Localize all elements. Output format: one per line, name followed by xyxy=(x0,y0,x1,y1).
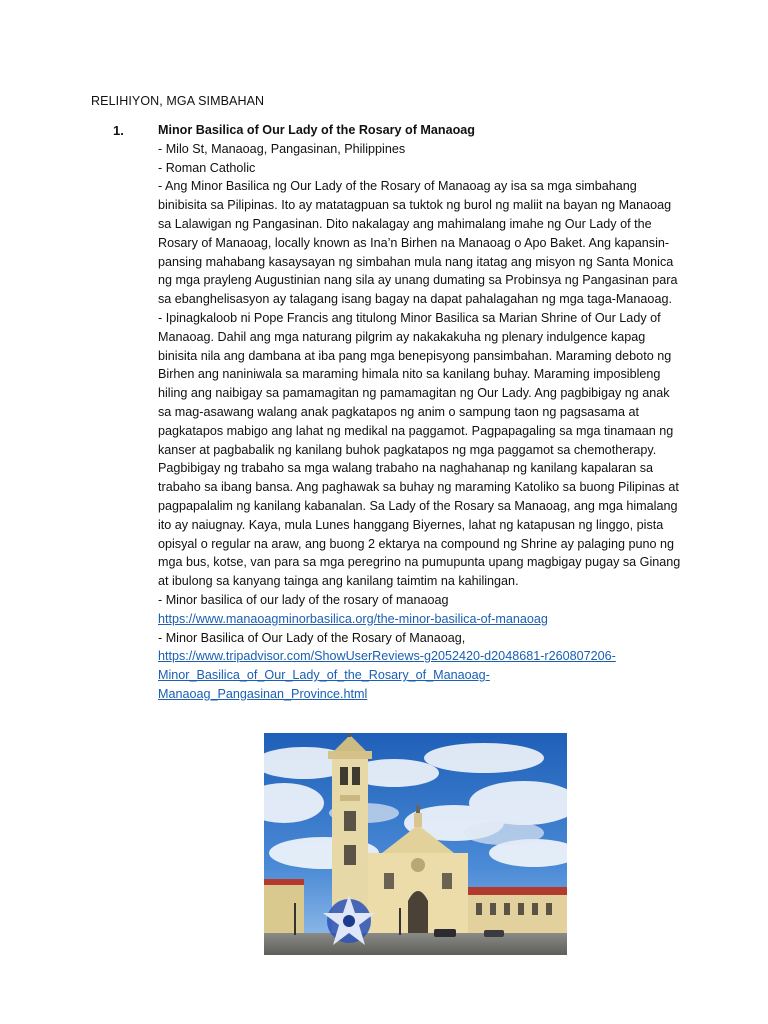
reference-link-tripadvisor[interactable]: Manaoag_Pangasinan_Province.html xyxy=(158,686,368,701)
body-line: opisyal o regular na araw, ang buong 2 ektarya na compound ng Shrine ay palaging puno ng xyxy=(158,536,675,551)
body-line: - Milo St, Manaoag, Pangasinan, Philippines xyxy=(158,141,406,156)
body-line: ng mga prayleng Augustinian nang sila ay unang dumating sa Probinsya ng Pangasinan para xyxy=(158,273,678,288)
body-line: pansing mahabang kasaysayan ng simbahan mula nang itatag ang misyon ng Santa Monica xyxy=(158,254,674,269)
body-line: trabaho sa ibang bansa. Ang paghawak sa buhay ng maraming Katoliko sa buong Pilipinas at xyxy=(158,480,679,495)
reference-link-manaoagminorbasilica[interactable]: https://www.manaoagminorbasilica.org/the-minor-basilica-of-manaoag xyxy=(158,611,548,626)
body-line: Pagbibigay ng trabaho sa mga walang trabaho na naghahanap ng kanilang kapalaran sa xyxy=(158,461,654,476)
body-line: pagkatapos mabigo ang lahat ng medikal na paggamot. Pagpapagaling sa mga tinamaan ng xyxy=(158,423,674,438)
body-line: - Minor basilica of our lady of the rosary of manaoag xyxy=(158,592,449,607)
body-line: Manaoag. Dahil ang mga naturang pilgrim ay nakakakuha ng plenary indulgence kapag xyxy=(158,329,646,344)
basilica-photo xyxy=(264,733,567,955)
reference-line: - Minor Basilica of Our Lady of the Rosary of Manaoag, xyxy=(158,630,466,645)
body-line: hiling ang naibigay sa pamamagitan ng pamamagitan ng Our Lady. Ang pagbibigay ng anak xyxy=(158,386,670,401)
body-line: binibisita sa Pilipinas. Ito ay matatagpuan sa tuktok ng burol ng maliit na bayan ng Manaoag xyxy=(158,198,672,213)
body-line: Rosary of Manaoag, locally known as Ina’n Birhen na Manaoag o Apo Baket. Ang kapansin- xyxy=(158,235,670,250)
body-line: sa mag-asawang walang anak pagkatapos ng anim o sampung taon ng pagsasama at xyxy=(158,404,639,419)
body-line: pagpapalalim ng kanilang kabanalan. Sa Lady of the Rosary sa Manaoag, ang mga himalang xyxy=(158,498,678,513)
body-line: Birhen ang naniniwala sa maraming himala nito sa kanilang buhay. Maraming imposibleng xyxy=(158,367,661,382)
body-line: sa ebanghelisasyon ay talagang isang bagay na dapat pahalagahan ng mga taga-Manaoag. xyxy=(158,292,672,307)
body-line: binisita nila ang dambana at iba pang mga benepisyong pansimbahan. Maraming deboto ng xyxy=(158,348,672,363)
reference-link-tripadvisor[interactable]: https://www.tripadvisor.com/ShowUserReviews-g2052420-d2048681-r260807206- xyxy=(158,649,616,664)
list-item-number: 1. xyxy=(113,123,124,138)
body-line: - Ang Minor Basilica ng Our Lady of the Rosary of Manaoag ay isa sa mga simbahang xyxy=(158,179,637,194)
body-line: mga bus, kotse, van para sa mga peregrino na pumupunta upang magbigay pugay sa Ginang xyxy=(158,555,681,570)
body-line: - Roman Catholic xyxy=(158,160,256,175)
body-line: ito ay naiugnay. Kaya, mula Lunes hanggang Biyernes, lahat ng katapusan ng linggo, pista xyxy=(158,517,664,532)
body-line: sa Lalawigan ng Pangasinan. Dito nakalagay ang mahimalang imahe ng Our Lady of the xyxy=(158,216,652,231)
list-item-content xyxy=(158,121,688,704)
section-title: RELIHIYON, MGA SIMBAHAN xyxy=(91,94,265,108)
item-title: Minor Basilica of Our Lady of the Rosary of Manaoag xyxy=(158,123,475,137)
reference-link-tripadvisor[interactable]: Minor_Basilica_of_Our_Lady_of_the_Rosary_of_Manaoag- xyxy=(158,668,490,683)
body-line: at ibulong sa kanyang tainga ang kanilang taimtim na kahilingan. xyxy=(158,574,519,589)
body-line: - Ipinagkaloob ni Pope Francis ang titulong Minor Basilica sa Marian Shrine of Our Lady of xyxy=(158,310,661,325)
body-line: kanser at pagbabalik ng kanilang buhok pagkatapos ng mga paggamot sa chemotherapy. xyxy=(158,442,657,457)
